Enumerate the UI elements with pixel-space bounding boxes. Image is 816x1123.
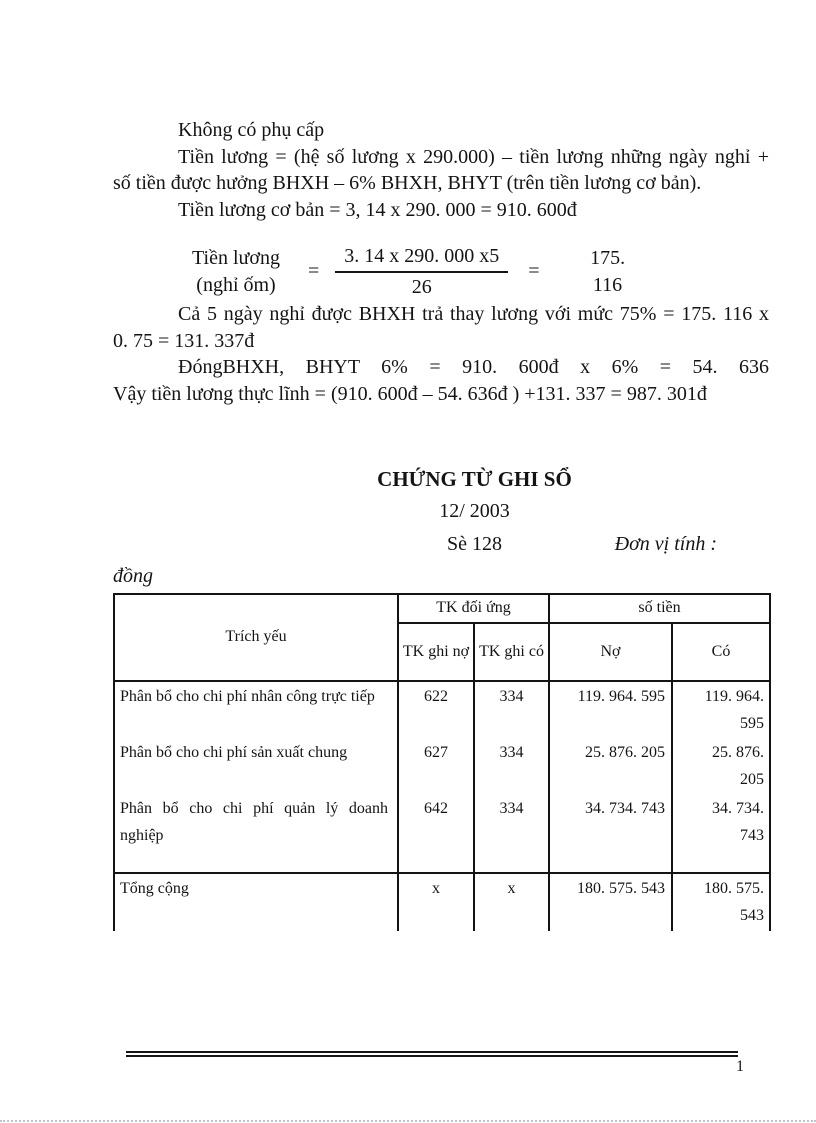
total-co-cell: 180. 575. 543 <box>672 873 770 931</box>
unit-of-measure-label: Đơn vị tính : <box>614 532 717 555</box>
formula-result <box>584 245 632 299</box>
fraction-denominator: 26 <box>411 275 432 298</box>
table-cell-tk-co: 334 <box>474 738 549 794</box>
col-header-tk-ghi-no: TK ghi nợ <box>398 623 474 681</box>
table-cell-trich-yeu: Phân bổ cho chi phí quản lý doanh nghiệp <box>114 794 398 873</box>
table-cell-tk-co: 334 <box>474 794 549 873</box>
col-header-no: Nợ <box>549 623 672 681</box>
equals-sign: = <box>528 260 540 283</box>
table-cell-co: 34. 734. 743 <box>672 794 770 873</box>
voucher-table <box>113 593 771 931</box>
text-line: Cả 5 ngày nghỉ được BHXH trả thay lương với mức 75% = 175. 116 x <box>178 302 769 325</box>
table-row <box>114 681 770 738</box>
table-cell-tk-no: 642 <box>398 794 474 873</box>
total-no-cell: 180. 575. 543 <box>549 873 672 931</box>
table-cell-trich-yeu: Phân bổ cho chi phí sản xuất chung <box>114 738 398 794</box>
text-line: ĐóngBHXH, BHYT 6% = 910. 600đ x 6% = 54. 636 <box>178 356 769 379</box>
table-cell-tk-co: 334 <box>474 681 549 738</box>
fraction-numerator: 3. 14 x 290. 000 x5 <box>335 243 508 273</box>
table-cell-tk-no: 627 <box>398 738 474 794</box>
col-header-trich-yeu: Trích yếu <box>114 594 398 681</box>
text-line: Vậy tiền lương thực lĩnh = (910. 600đ – 54. 636đ ) +131. 337 = 987. 301đ <box>113 382 707 405</box>
table-cell-co: 119. 964. 595 <box>672 681 770 738</box>
text-line: Tiền lương = (hệ số lương x 290.000) – tiền lương những ngày nghỉ + <box>178 145 769 168</box>
text-line: Tiền lương cơ bản = 3, 14 x 290. 000 = 910. 600đ <box>178 199 577 222</box>
table-cell-no: 34. 734. 743 <box>549 794 672 873</box>
col-header-co: Có <box>672 623 770 681</box>
formula-result-line1: 175. <box>590 246 626 269</box>
table-header-row-groups <box>114 594 770 623</box>
page-number: 1 <box>736 1058 744 1075</box>
voucher-heading <box>113 463 769 593</box>
fraction <box>335 243 508 301</box>
table-row <box>114 738 770 794</box>
formula-label-line2: (nghỉ ốm) <box>196 273 276 296</box>
bottom-dotted-line <box>0 1120 816 1122</box>
table-body <box>114 681 770 873</box>
table-cell-no: 25. 876. 205 <box>549 738 672 794</box>
voucher-number-row <box>113 528 769 561</box>
table-cell-trich-yeu: Phân bổ cho chi phí nhân công trực tiếp <box>114 681 398 738</box>
unit-of-measure-value: đồng <box>113 565 153 588</box>
formula-result-line2: 116 <box>592 273 623 296</box>
table-row <box>114 794 770 873</box>
table-cell-no: 119. 964. 595 <box>549 681 672 738</box>
col-group-tk-doi-ung: TK đối ứng <box>398 594 549 623</box>
table-cell-tk-no: 622 <box>398 681 474 738</box>
table-total-section <box>114 873 770 931</box>
col-group-so-tien: số tiền <box>549 594 770 623</box>
sick-leave-formula <box>180 243 769 301</box>
formula-label-line1: Tiền lương <box>192 246 280 269</box>
table-header <box>114 594 770 681</box>
formula-label <box>180 245 292 299</box>
voucher-number: Sè 128 <box>447 532 502 555</box>
col-header-tk-ghi-co: TK ghi có <box>474 623 549 681</box>
footer-rule <box>126 1051 738 1057</box>
paragraph-salary-rules <box>113 117 769 224</box>
total-label-cell: Tổng cộng <box>114 873 398 931</box>
table-total-row <box>114 873 770 931</box>
paragraph-salary-calc <box>113 301 769 408</box>
equals-sign: = <box>308 260 320 283</box>
text-line: 0. 75 = 131. 337đ <box>113 329 255 352</box>
total-tk-no-cell: x <box>398 873 474 931</box>
total-tk-co-cell: x <box>474 873 549 931</box>
voucher-period: 12/ 2003 <box>439 500 510 523</box>
text-line: số tiền được hưởng BHXH – 6% BHXH, BHYT (trên tiền lương cơ bản). <box>113 172 702 195</box>
table-cell-co: 25. 876. 205 <box>672 738 770 794</box>
text-line: Không có phụ cấp <box>178 119 325 141</box>
voucher-title: CHỨNG TỪ GHI SỔ <box>377 466 572 491</box>
